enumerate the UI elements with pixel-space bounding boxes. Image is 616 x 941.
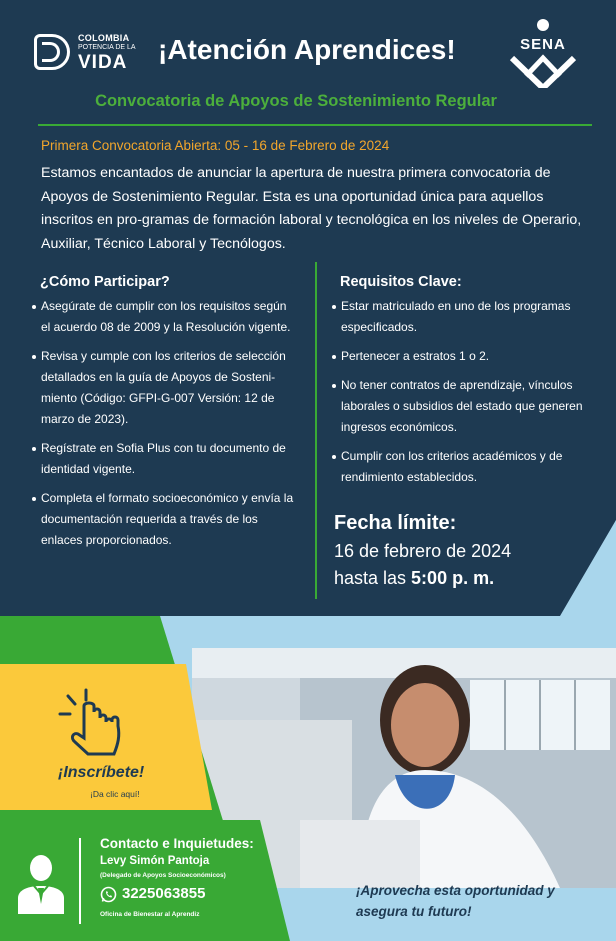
- whatsapp-icon: [100, 886, 117, 903]
- deadline-date: 16 de febrero de 2024: [334, 541, 512, 561]
- contact-office: Oficina de Bienestar al Aprendiz: [100, 911, 200, 918]
- requirements-list: [332, 296, 596, 488]
- deadline-time-prefix: hasta las: [334, 568, 412, 588]
- deadline-title: Fecha límite:: [334, 512, 457, 534]
- logo-line-3: VIDA: [78, 52, 128, 73]
- sena-logo: [506, 18, 580, 88]
- person-avatar-icon: [16, 852, 66, 914]
- list-item: Revisa y cumple con los criterios de selección detallados en la guía de Apoyos de Sosteni-miento (Código: GFPI-G-007 Versión: 12 de marzo de 2023).: [32, 346, 294, 430]
- header-divider: [38, 124, 592, 126]
- subtitle: Convocatoria de Apoyos de Sostenimiento Regular: [95, 92, 497, 110]
- colombia-potencia-logo: [34, 32, 144, 72]
- how-to-title: ¿Cómo Participar?: [40, 274, 170, 290]
- requirements-title: Requisitos Clave:: [340, 274, 462, 290]
- intro-paragraph: Estamos encantados de anunciar la apertura de nuestra primera convocatoria de Apoyos de Sostenimiento Regular. Esta es una oportunidad única para aquellos inscritos en pro-gramas de formación laboral y tecnológica en los niveles de Operario, Auxiliar, Técnico Laboral y Tecnólogos.: [41, 165, 582, 252]
- list-item: Completa el formato socioeconómico y envía la documentación requerida a través de los enlaces proporcionados.: [32, 488, 294, 551]
- deadline-time-value: 5:00 p. m.: [411, 568, 495, 588]
- list-item: Pertenecer a estratos 1 o 2.: [332, 346, 596, 367]
- sena-logo-text: SENA: [520, 36, 566, 53]
- click-here-link[interactable]: ¡Da clic aquí!: [90, 789, 140, 799]
- hand-click-icon[interactable]: [58, 688, 130, 758]
- logo-line-2: POTENCIA DE LA: [78, 44, 136, 51]
- contact-name: Levy Simón Pantoja: [100, 855, 210, 867]
- contact-title: Contacto e Inquietudes:: [100, 836, 254, 851]
- open-call-dates: Primera Convocatoria Abierta: 05 - 16 de Febrero de 2024: [41, 138, 390, 153]
- list-item: No tener contratos de aprendizaje, vínculos laborales o subsidios del estado que generen ingresos económicos.: [332, 375, 596, 438]
- list-item: Cumplir con los criterios académicos y de rendimiento establecidos.: [332, 446, 596, 488]
- list-item: Estar matriculado en uno de los programas especificados.: [332, 296, 596, 338]
- contact-role: (Delegado de Apoyos Socioeconómicos): [100, 872, 226, 879]
- deadline-time: [334, 568, 494, 589]
- contact-phone[interactable]: 3225063855: [122, 885, 206, 902]
- list-item: Regístrate en Sofia Plus con tu documento de identidad vigente.: [32, 438, 294, 480]
- colombia-mark-icon: [34, 34, 70, 70]
- sena-mark-icon: [506, 18, 580, 88]
- key-requirements: [332, 274, 596, 496]
- how-to-participate: [32, 274, 294, 559]
- list-item: Asegúrate de cumplir con los requisitos según el acuerdo 08 de 2009 y la Resolución vigente.: [32, 296, 294, 338]
- headline: ¡Atención Aprendices!: [158, 34, 456, 65]
- register-link[interactable]: ¡Inscríbete!: [58, 764, 145, 781]
- slogan: ¡Aprovecha esta oportunidad y asegura tu futuro!: [356, 883, 555, 919]
- logo-line-1: COLOMBIA: [78, 33, 130, 43]
- how-to-list: [32, 296, 294, 551]
- contact-divider: [79, 838, 81, 924]
